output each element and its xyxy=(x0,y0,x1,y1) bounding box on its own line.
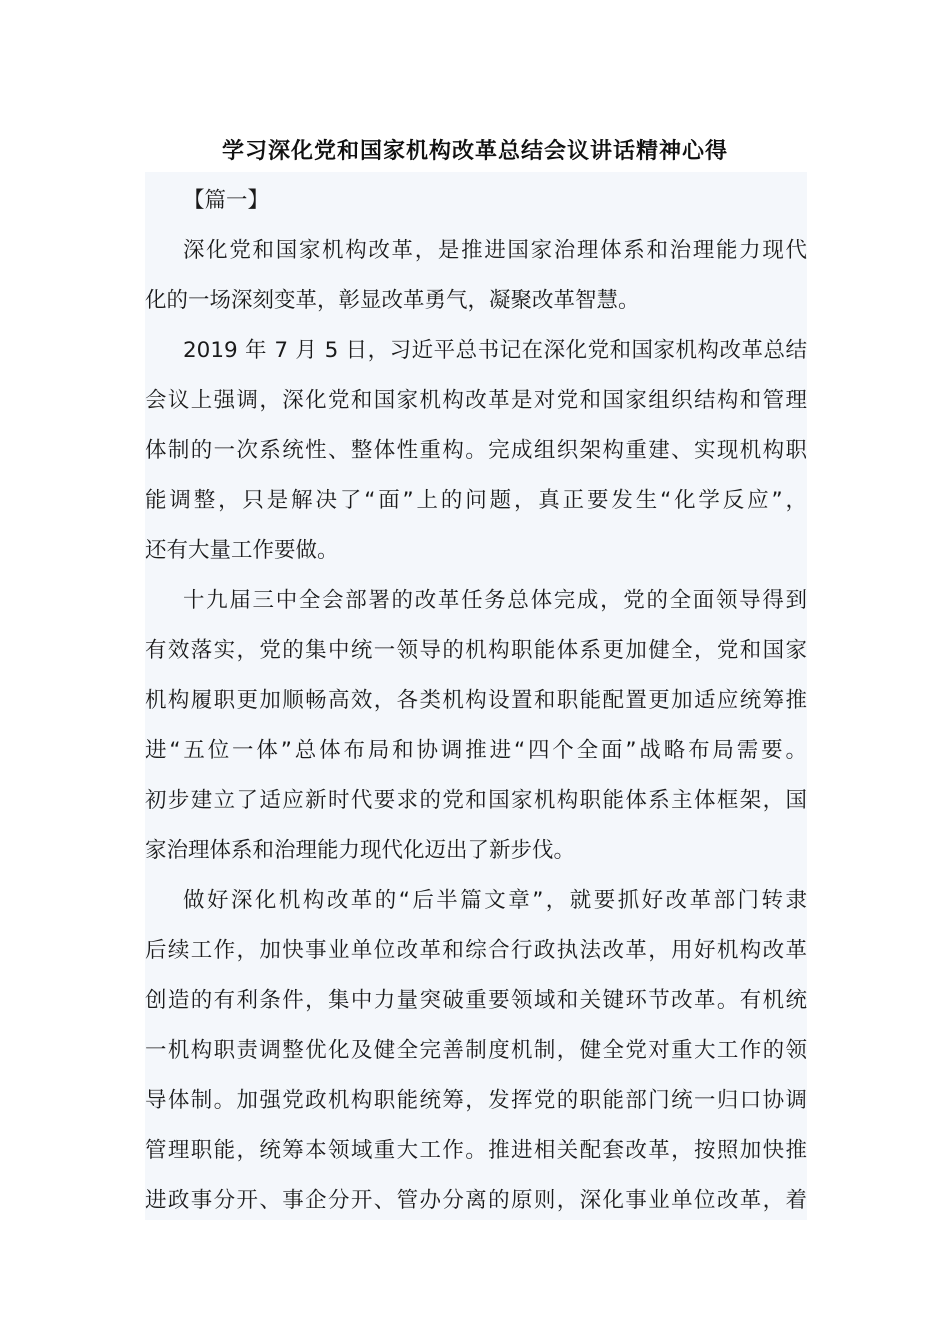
paragraph-line: 能调整，只是解决了“面”上的问题，真正要发生“化学反应”， xyxy=(145,488,807,513)
paragraph-line: 会议上强调，深化党和国家机构改革是对党和国家组织结构和管理 xyxy=(145,388,807,413)
paragraph-line: 2019 年 7 月 5 日，习近平总书记在深化党和国家机构改革总结 xyxy=(183,338,807,363)
paragraph-line: 体制的一次系统性、整体性重构。完成组织架构重建、实现机构职 xyxy=(145,438,807,463)
paragraph-line: 后续工作，加快事业单位改革和综合行政执法改革，用好机构改革 xyxy=(145,938,807,963)
paragraph-line: 创造的有利条件，集中力量突破重要领域和关键环节改革。有机统 xyxy=(145,988,807,1013)
paragraph-line: 有效落实，党的集中统一领导的机构职能体系更加健全，党和国家 xyxy=(145,638,807,663)
document-body xyxy=(145,172,807,1220)
paragraph-line: 一机构职责调整优化及健全完善制度机制，健全党对重大工作的领 xyxy=(145,1038,807,1063)
paragraph-line: 十九届三中全会部署的改革任务总体完成，党的全面领导得到 xyxy=(183,588,807,613)
paragraph-line: 机构履职更加顺畅高效，各类机构设置和职能配置更加适应统筹推 xyxy=(145,688,807,713)
paragraph-line: 导体制。加强党政机构职能统筹，发挥党的职能部门统一归口协调 xyxy=(145,1088,807,1113)
paragraph-line: 初步建立了适应新时代要求的党和国家机构职能体系主体框架，国 xyxy=(145,788,807,813)
document-title: 学习深化党和国家机构改革总结会议讲话精神心得 xyxy=(221,139,728,164)
paragraph-line: 家治理体系和治理能力现代化迈出了新步伐。 xyxy=(145,838,576,863)
paragraph-line: 深化党和国家机构改革，是推进国家治理体系和治理能力现代 xyxy=(183,238,807,263)
paragraph-line: 化的一场深刻变革，彰显改革勇气，凝聚改革智慧。 xyxy=(145,288,640,313)
paragraph-line: 管理职能，统筹本领域重大工作。推进相关配套改革，按照加快推 xyxy=(145,1138,807,1163)
paragraph-line: 还有大量工作要做。 xyxy=(145,538,339,563)
paragraph-line: 进政事分开、事企分开、管办分离的原则，深化事业单位改革，着 xyxy=(145,1188,807,1213)
section-heading: 【篇一】 xyxy=(183,188,270,213)
paragraph-line: 做好深化机构改革的“后半篇文章”，就要抓好改革部门转隶 xyxy=(183,888,807,913)
paragraph-line: 进“五位一体”总体布局和协调推进“四个全面”战略布局需要。 xyxy=(145,738,807,763)
